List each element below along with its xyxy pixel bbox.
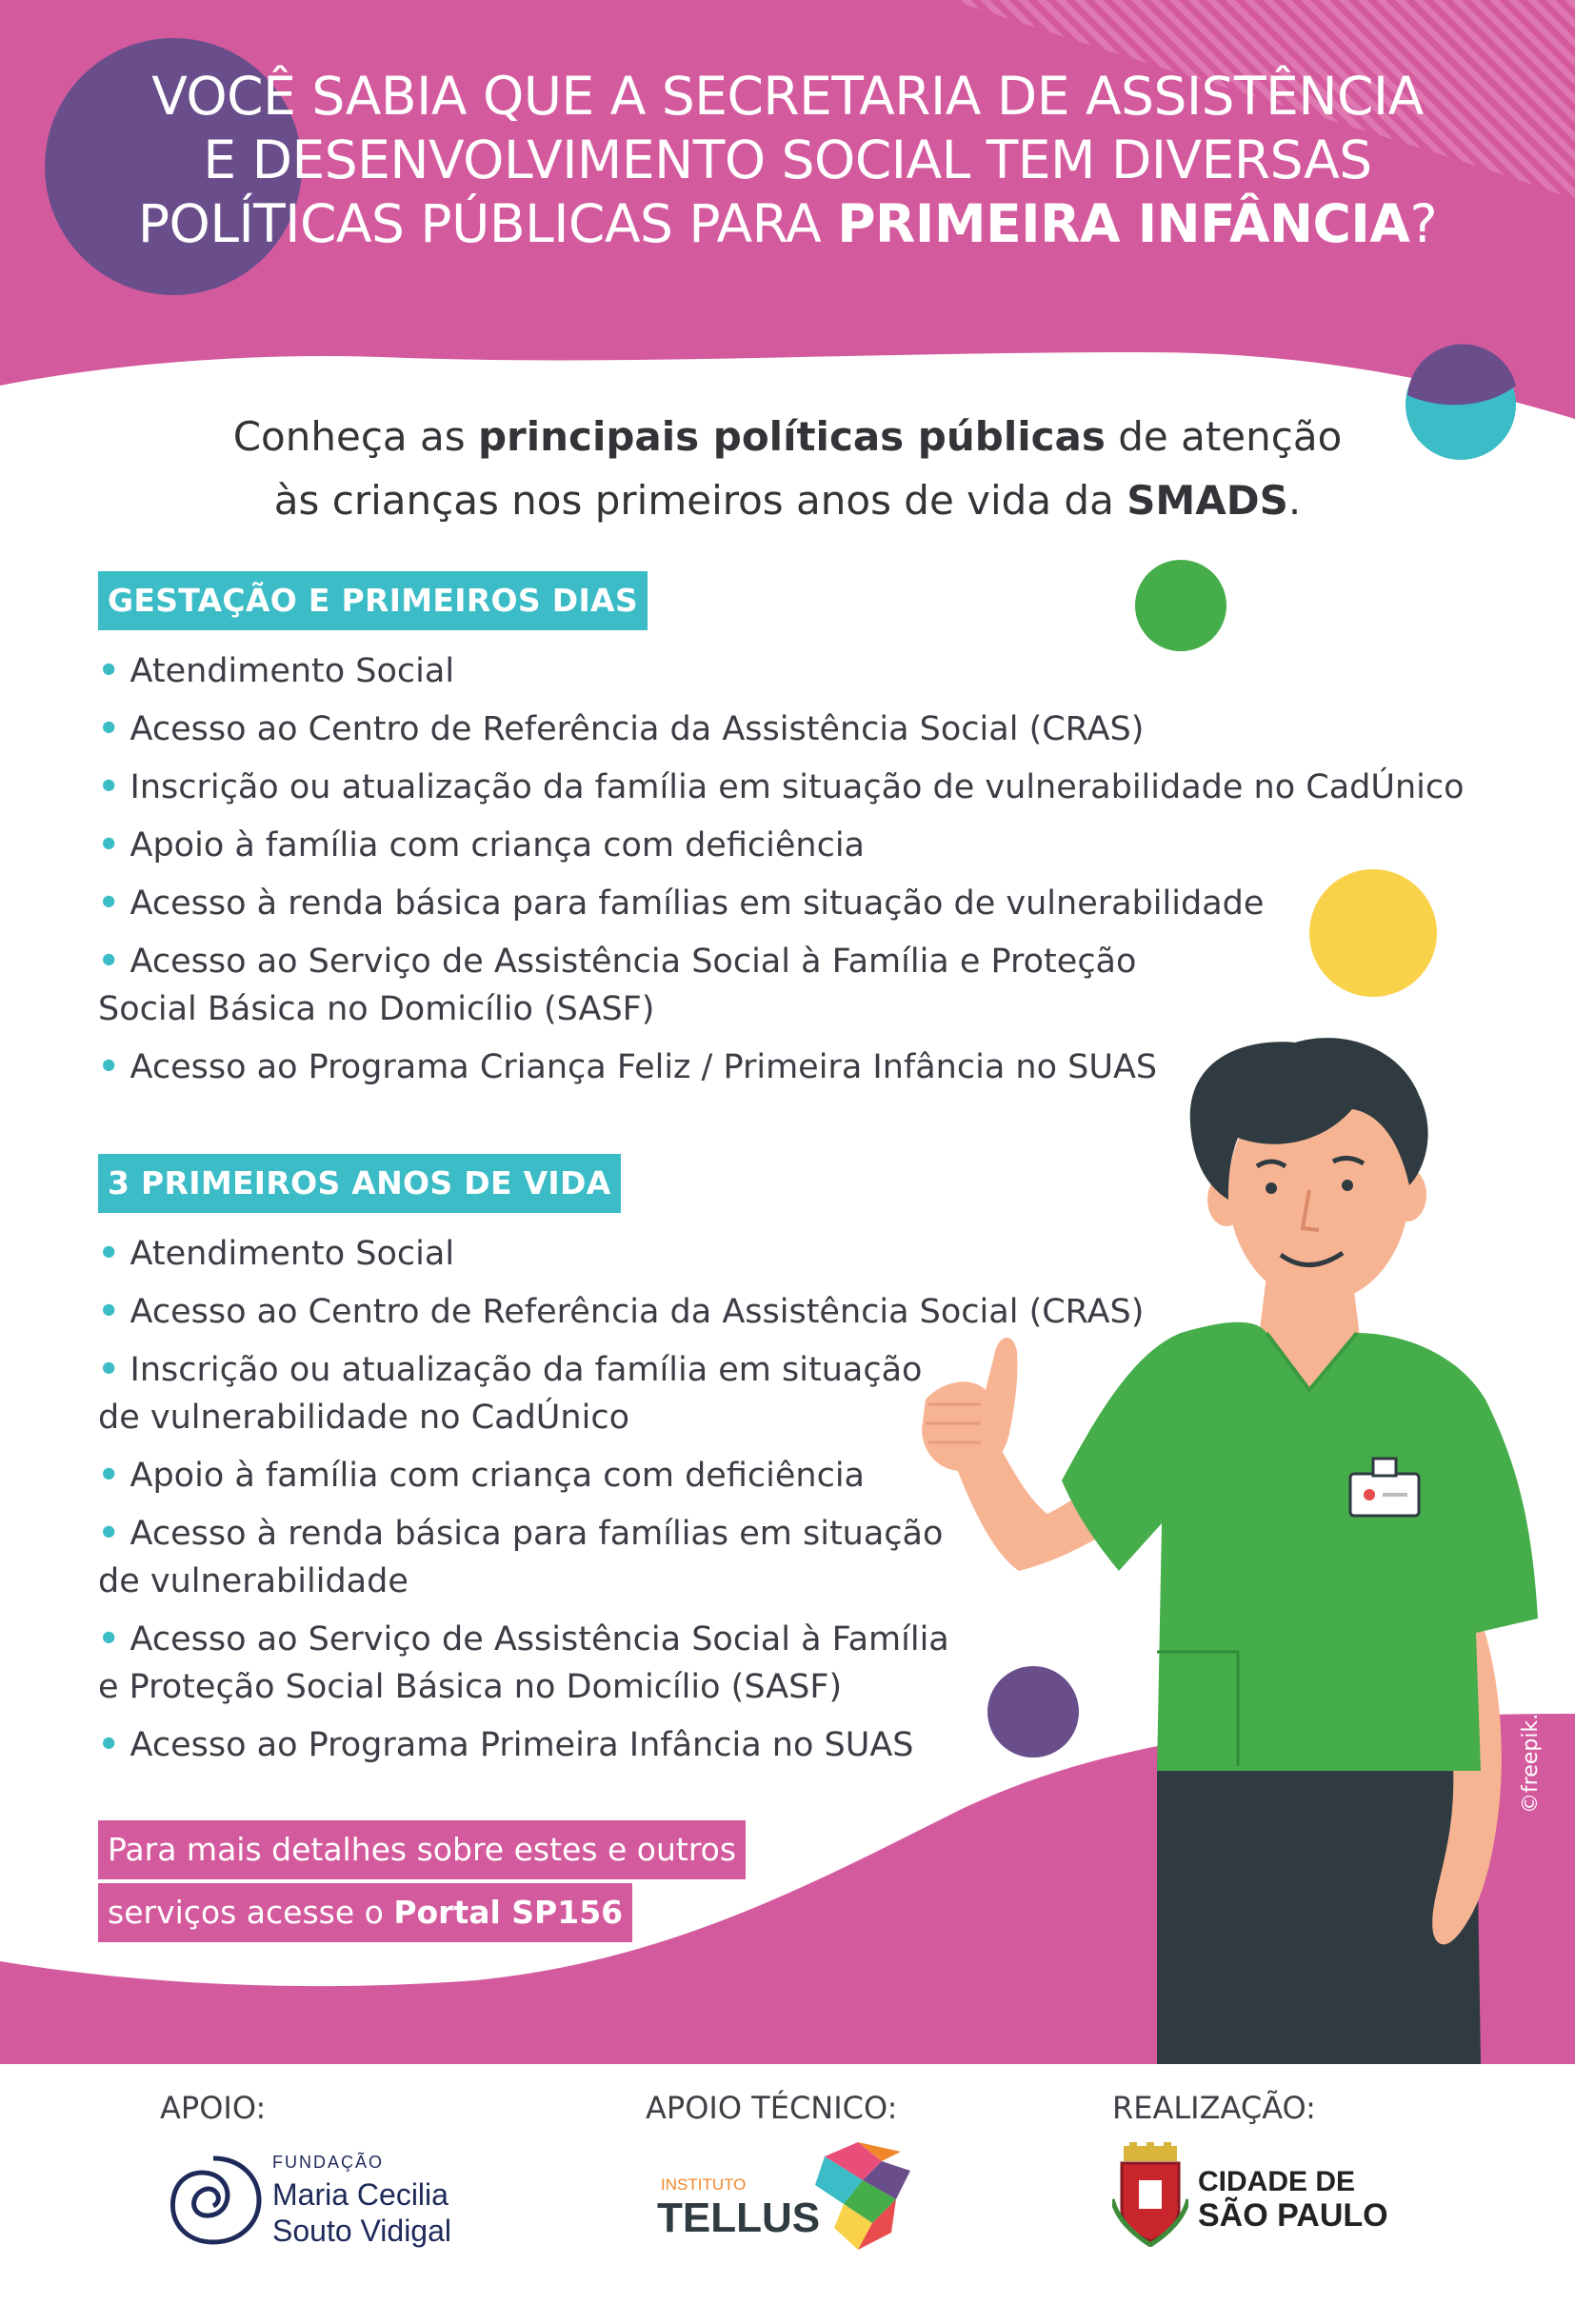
headline-line-3-prefix: POLÍTICAS PÚBLICAS PARA	[137, 193, 838, 254]
list-item: • Inscrição ou atualização da família em situação de vulnerabilidade no CadÚnico	[98, 1351, 923, 1437]
cidade-sao-paulo-logo	[1112, 2142, 1436, 2256]
list-item: • Inscrição ou atualização da família em situação de vulnerabilidade no CadÚnico	[98, 768, 1465, 806]
list-item: • Atendimento Social	[98, 1235, 455, 1273]
section-heading-gestacao: GESTAÇÃO E PRIMEIROS DIAS	[98, 571, 648, 630]
headline-line-1: VOCÊ SABIA QUE A SECRETARIA DE ASSISTÊNCIA	[151, 66, 1424, 127]
list-item: • Acesso ao Programa Primeira Infância no SUAS	[98, 1726, 914, 1764]
bullet-dot-icon: •	[98, 884, 120, 923]
cta-line-2	[98, 1883, 632, 1942]
sp-line-1: CIDADE DE	[1198, 2166, 1356, 2197]
intro-part-3: às crianças nos primeiros anos de vida da	[273, 477, 1127, 524]
bullet-dot-icon: •	[98, 943, 120, 981]
headline-line-3-suffix: ?	[1409, 193, 1438, 254]
bullet-dot-icon: •	[98, 1457, 120, 1495]
image-credit: ©freepik.com	[1519, 1668, 1543, 1814]
green-dot	[1135, 560, 1226, 651]
headline-line-2: E DESENVOLVIMENTO SOCIAL TEM DIVERSAS	[203, 129, 1372, 190]
fmcsv-line-2: Maria Cecilia	[272, 2177, 449, 2212]
list-item: • Acesso ao Centro de Referência da Assistência Social (CRAS)	[98, 1293, 1145, 1331]
apoio-tecnico-label: APOIO TÉCNICO:	[646, 2090, 898, 2126]
cta-line-1: Para mais detalhes sobre estes e outros	[98, 1820, 746, 1879]
headline-line-3	[67, 192, 1508, 256]
bullet-dot-icon: •	[98, 1620, 120, 1659]
intro-line-1	[114, 405, 1461, 468]
bullet-dot-icon: •	[98, 1351, 120, 1389]
list-item: • Acesso à renda básica para famílias em situação de vulnerabilidade	[98, 884, 1265, 923]
intro-bold-2: SMADS	[1126, 477, 1288, 524]
intro-bold-1: principais políticas públicas	[477, 413, 1106, 460]
cta-line-2-prefix: serviços acesse o	[108, 1894, 394, 1931]
sp-line-2: SÃO PAULO	[1198, 2197, 1388, 2234]
bullet-dot-icon: •	[98, 652, 120, 690]
fmcsv-line-3: Souto Vidigal	[272, 2214, 451, 2248]
realizacao-label: REALIZAÇÃO:	[1112, 2090, 1316, 2126]
section-list-3-primeiros-anos	[98, 1230, 1193, 1779]
list-item: • Acesso ao Serviço de Assistência Social à Família e Proteção Social Básica no Domicílio (SASF)	[98, 943, 1137, 1028]
fmcsv-swirl-icon	[160, 2147, 267, 2252]
tellus-line-1: INSTITUTO	[661, 2175, 747, 2194]
portal-sp156-link[interactable]: Portal SP156	[393, 1894, 624, 1931]
headline	[67, 65, 1508, 256]
bullet-dot-icon: •	[98, 1293, 120, 1331]
intro-part-2: de atenção	[1105, 413, 1343, 460]
list-item: • Acesso ao Centro de Referência da Assistência Social (CRAS)	[98, 710, 1145, 748]
fmcsv-line-1: FUNDAÇÃO	[272, 2153, 385, 2172]
list-item: • Acesso ao Programa Criança Feliz / Primeira Infância no SUAS	[98, 1048, 1158, 1086]
list-item: • Atendimento Social	[98, 652, 455, 690]
bullet-dot-icon: •	[98, 1048, 120, 1086]
list-item: • Apoio à família com criança com deficiência	[98, 826, 865, 864]
tellus-logo	[657, 2137, 933, 2261]
list-item: • Acesso ao Serviço de Assistência Social à Família e Proteção Social Básica no Domicílio (SASF)	[98, 1620, 949, 1706]
bullet-dot-icon: •	[98, 768, 120, 806]
apoio-label: APOIO:	[160, 2090, 267, 2126]
bullet-dot-icon: •	[98, 1515, 120, 1553]
list-item: • Acesso à renda básica para famílias em situação de vulnerabilidade	[98, 1515, 944, 1600]
bullet-dot-icon: •	[98, 826, 120, 864]
bullet-dot-icon: •	[98, 710, 120, 748]
bullet-dot-icon: •	[98, 1235, 120, 1273]
intro-part-1: Conheça as	[232, 413, 478, 460]
bullet-dot-icon: •	[98, 1726, 120, 1764]
section-heading-3-primeiros-anos: 3 PRIMEIROS ANOS DE VIDA	[98, 1154, 621, 1213]
intro-part-4: .	[1287, 477, 1302, 524]
section-list-gestacao	[98, 647, 1488, 1102]
tellus-map-icon	[806, 2137, 920, 2256]
fmcsv-logo	[160, 2147, 503, 2252]
tellus-line-2: TELLUS	[657, 2195, 821, 2241]
intro-text	[114, 405, 1461, 532]
portal-sp156-callout[interactable]	[98, 1820, 746, 1946]
headline-highlight: PRIMEIRA INFÂNCIA	[837, 193, 1410, 254]
sao-paulo-coat-of-arms-icon	[1112, 2142, 1188, 2247]
list-item: • Apoio à família com criança com deficiência	[98, 1457, 865, 1495]
intro-line-2	[114, 468, 1461, 532]
